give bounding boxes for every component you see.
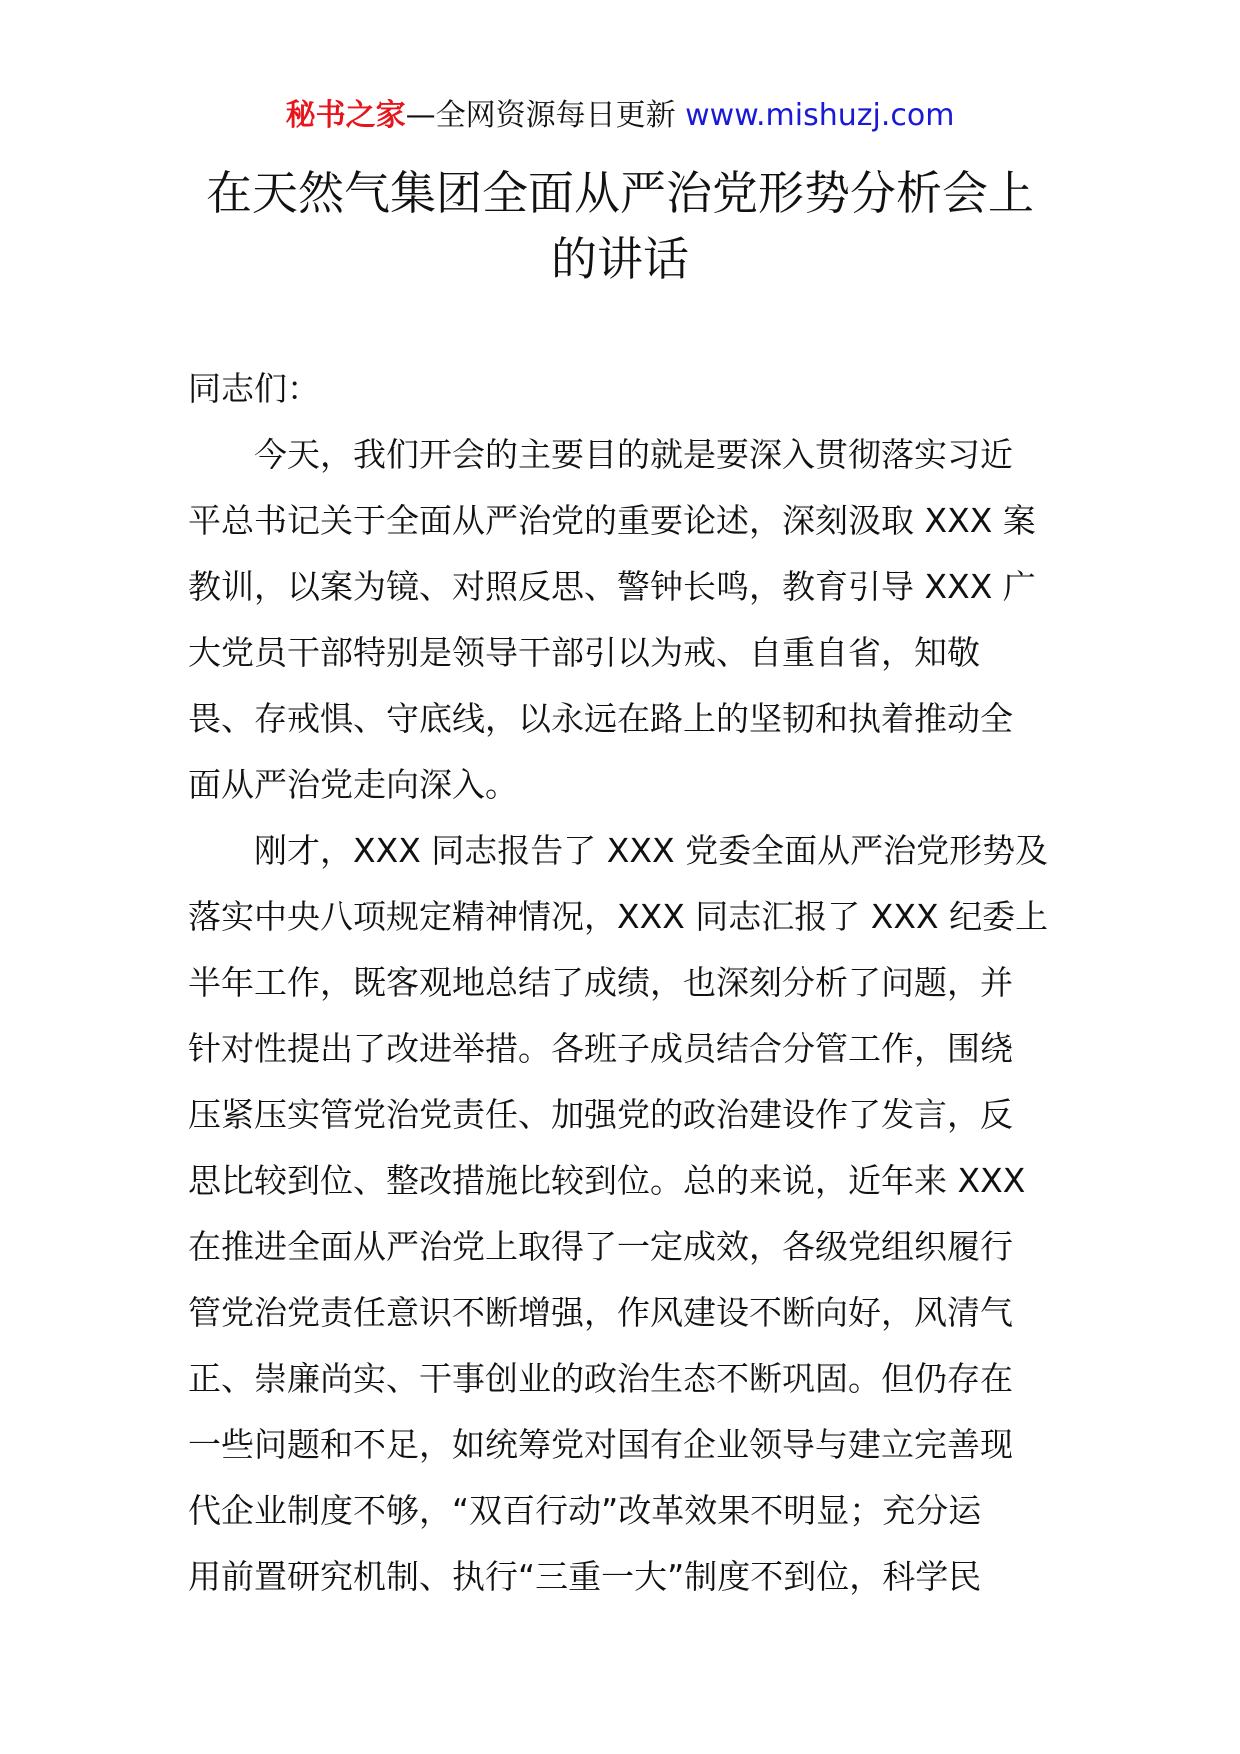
document-title-line: 在天然气集团全面从严治党形势分析会上 bbox=[206, 166, 1034, 220]
paragraph-line: 畏、存戒惧、守底线，以永远在路上的坚韧和执着推动全 bbox=[188, 699, 1013, 738]
paragraph-line: 在推进全面从严治党上取得了一定成效，各级党组织履行 bbox=[188, 1227, 1013, 1266]
salutation: 同志们： bbox=[188, 369, 320, 408]
paragraph-line: 面从严治党走向深入。 bbox=[188, 765, 518, 804]
paragraph-line: 半年工作，既客观地总结了成绩，也深刻分析了问题，并 bbox=[188, 963, 1013, 1002]
paragraph-line: 今天，我们开会的主要目的就是要深入贯彻落实习近 bbox=[254, 435, 1013, 474]
paragraph-2 bbox=[188, 818, 1068, 1610]
site-header bbox=[0, 96, 1240, 136]
paragraph-line: 一些问题和不足，如统筹党对国有企业领导与建立完善现 bbox=[188, 1425, 1013, 1464]
paragraph-line: 正、崇廉尚实、干事创业的政治生态不断巩固。但仍存在 bbox=[188, 1359, 1013, 1398]
paragraph-line: 用前置研究机制、执行“三重一大”制度不到位，科学民 bbox=[188, 1557, 982, 1596]
site-url-link[interactable]: www.mishuzj.com bbox=[685, 98, 955, 133]
paragraph-line: 管党治党责任意识不断增强，作风建设不断向好，风清气 bbox=[188, 1293, 1013, 1332]
document-body bbox=[188, 356, 1068, 1610]
paragraph-1 bbox=[188, 422, 1068, 818]
site-tagline: —全网资源每日更新 bbox=[405, 98, 686, 133]
paragraph-line: 代企业制度不够，“双百行动”改革效果不明显；充分运 bbox=[188, 1491, 982, 1530]
paragraph-line: 思比较到位、整改措施比较到位。总的来说，近年来 XXX bbox=[188, 1161, 1026, 1200]
paragraph-line: 落实中央八项规定精神情况，XXX 同志汇报了 XXX 纪委上 bbox=[188, 897, 1049, 936]
paragraph-line: 针对性提出了改进举措。各班子成员结合分管工作，围绕 bbox=[188, 1029, 1013, 1068]
site-brand: 秘书之家 bbox=[285, 98, 406, 133]
paragraph-line: 教训，以案为镜、对照反思、警钟长鸣，教育引导 XXX 广 bbox=[188, 567, 1036, 606]
document-title-line: 的讲话 bbox=[551, 232, 689, 286]
document-title bbox=[150, 160, 1090, 292]
paragraph-line: 平总书记关于全面从严治党的重要论述，深刻汲取 XXX 案 bbox=[188, 501, 1036, 540]
paragraph-line: 刚才，XXX 同志报告了 XXX 党委全面从严治党形势及 bbox=[254, 831, 1049, 870]
paragraph-line: 压紧压实管党治党责任、加强党的政治建设作了发言，反 bbox=[188, 1095, 1013, 1134]
paragraph-line: 大党员干部特别是领导干部引以为戒、自重自省，知敬 bbox=[188, 633, 980, 672]
